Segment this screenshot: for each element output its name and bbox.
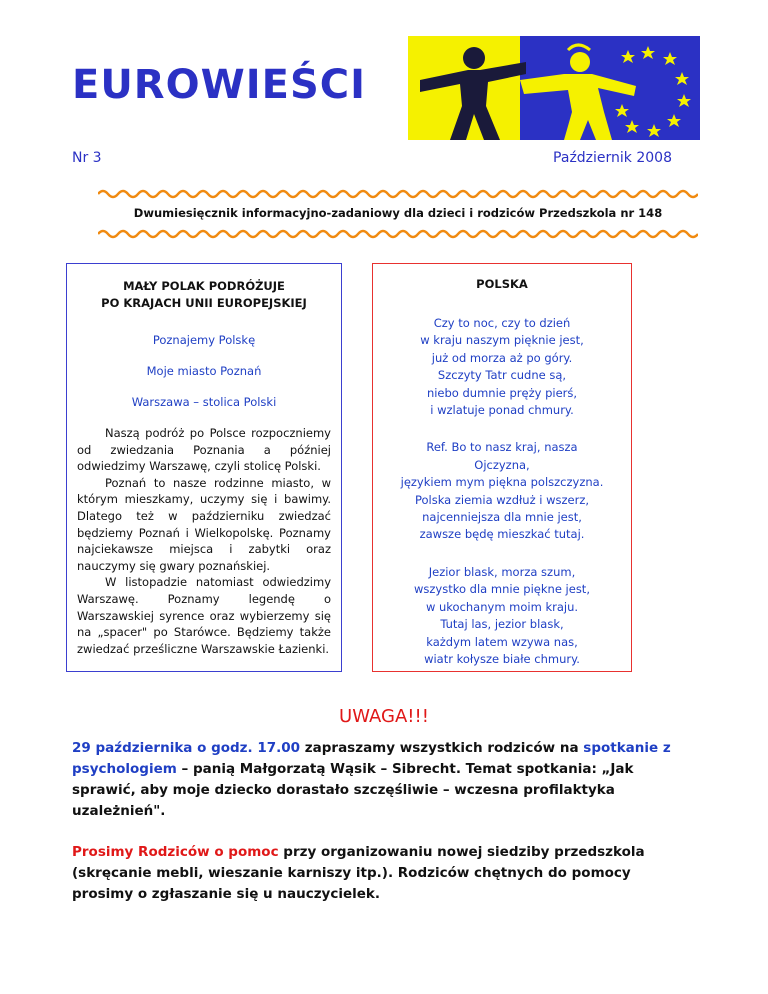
poem-stanza — [381, 315, 623, 419]
notice-heading: UWAGA!!! — [339, 706, 429, 727]
article-title-line2: PO KRAJACH UNII EUROPEJSKIEJ — [101, 296, 307, 310]
poem-line: Ojczyzna, — [474, 457, 530, 472]
issue-number: Nr 3 — [72, 150, 102, 166]
poem-line: niebo dumnie pręży pierś, — [426, 385, 578, 400]
issue-date: Październik 2008 — [553, 150, 672, 166]
article-title-line1: MAŁY POLAK PODRÓŻUJE — [123, 279, 285, 293]
poem-line: Jezior blask, morza szum, — [428, 564, 576, 579]
topic-moje-miasto: Moje miasto Poznań — [146, 364, 262, 378]
poem-refrain — [381, 439, 623, 543]
help-request-notice — [72, 842, 694, 905]
poem-line: i wzlatuje ponad chmury. — [430, 403, 574, 418]
decorative-squiggle-top — [98, 188, 698, 200]
poem-line: wiatr kołysze białe chmury. — [424, 651, 580, 666]
poem-box — [372, 263, 632, 672]
newsletter-title: EUROWIEŚCI — [72, 62, 366, 108]
poem-line: Szczyty Tatr cudne są, — [437, 368, 567, 383]
travel-article-box — [66, 263, 342, 672]
poem-line: Czy to noc, czy to dzień — [433, 316, 571, 330]
article-paragraph: Poznań to nasze rodzinne miasto, w którym mieszkamy, uczymy się i bawimy. Dlatego też w październiku zwiedzać będziemy Poznań i Wielkopolskę. Poznamy najciekawsze miejsca i zabytki oraz nauczymy się gwary poznańskiej. — [77, 475, 331, 573]
topic-warszawa: Warszawa – stolica Polski — [131, 395, 277, 409]
meeting-date: 29 października o godz. 17.00 — [72, 740, 301, 756]
help-request-text: przy organizowaniu nowej siedziby przedszkola (skręcanie mebli, wieszanie karniszy itp.). Rodziców chętnych do pomocy prosimy o zgłaszanie się u nauczycielek. — [72, 844, 645, 902]
poem-line: Polska ziemia wzdłuż i wszerz, — [414, 492, 590, 507]
poem-line: Ref. Bo to nasz kraj, nasza — [426, 440, 578, 455]
newsletter-subtitle: Dwumiesięcznik informacyjno-zadaniowy dla dzieci i rodziców Przedszkola nr 148 — [133, 206, 663, 220]
meeting-details: – panią Małgorzatą Wąsik – Sibrecht. Temat spotkania: „Jak sprawić, aby moje dziecko dorastało szczęśliwie – wczesna profilaktyka uzależnień". — [72, 761, 634, 819]
meeting-notice — [72, 738, 694, 822]
poem-line: wszystko dla mnie piękne jest, — [414, 582, 590, 597]
poem-line: każdym latem wzywa nas, — [426, 634, 578, 649]
poem-line: w kraju naszym pięknie jest, — [420, 333, 584, 348]
poem-title: POLSKA — [476, 277, 528, 291]
poem-line: językiem mym piękna polszczyzna. — [400, 475, 604, 490]
poem-line: najcenniejsza dla mnie jest, — [422, 510, 582, 525]
help-request-highlight: Prosimy Rodziców o pomoc — [72, 844, 279, 860]
poem-line: już od morza aż po góry. — [431, 350, 573, 365]
poem-line: w ukochanym moim kraju. — [425, 599, 579, 614]
article-paragraph: Naszą podróż po Polsce rozpoczniemy od zwiedzania Poznania a później odwiedzimy Warszawę, czyli stolicę Polski. — [77, 426, 331, 474]
meeting-text: zapraszamy wszystkich rodziców na — [300, 740, 584, 756]
topic-poznajemy-polske: Poznajemy Polskę — [152, 333, 256, 347]
poem-line: zawsze będę mieszkać tutaj. — [419, 527, 585, 542]
article-paragraph: W listopadzie natomiast odwiedzimy Warszawę. Poznamy legendę o Warszawskiej syrence oraz wybierzemy się na „spacer" po Starówce. Będziemy także zwiedzać prześliczne Warszawskie Łazienki. — [77, 575, 331, 656]
eu-children-logo — [408, 36, 700, 140]
meeting-highlight: spotkanie z psychologiem — [72, 740, 671, 777]
poem-line: Tutaj las, jezior blask, — [440, 617, 564, 632]
article-title — [77, 278, 331, 312]
decorative-squiggle-bottom — [98, 228, 698, 240]
poem-stanza — [381, 564, 623, 668]
